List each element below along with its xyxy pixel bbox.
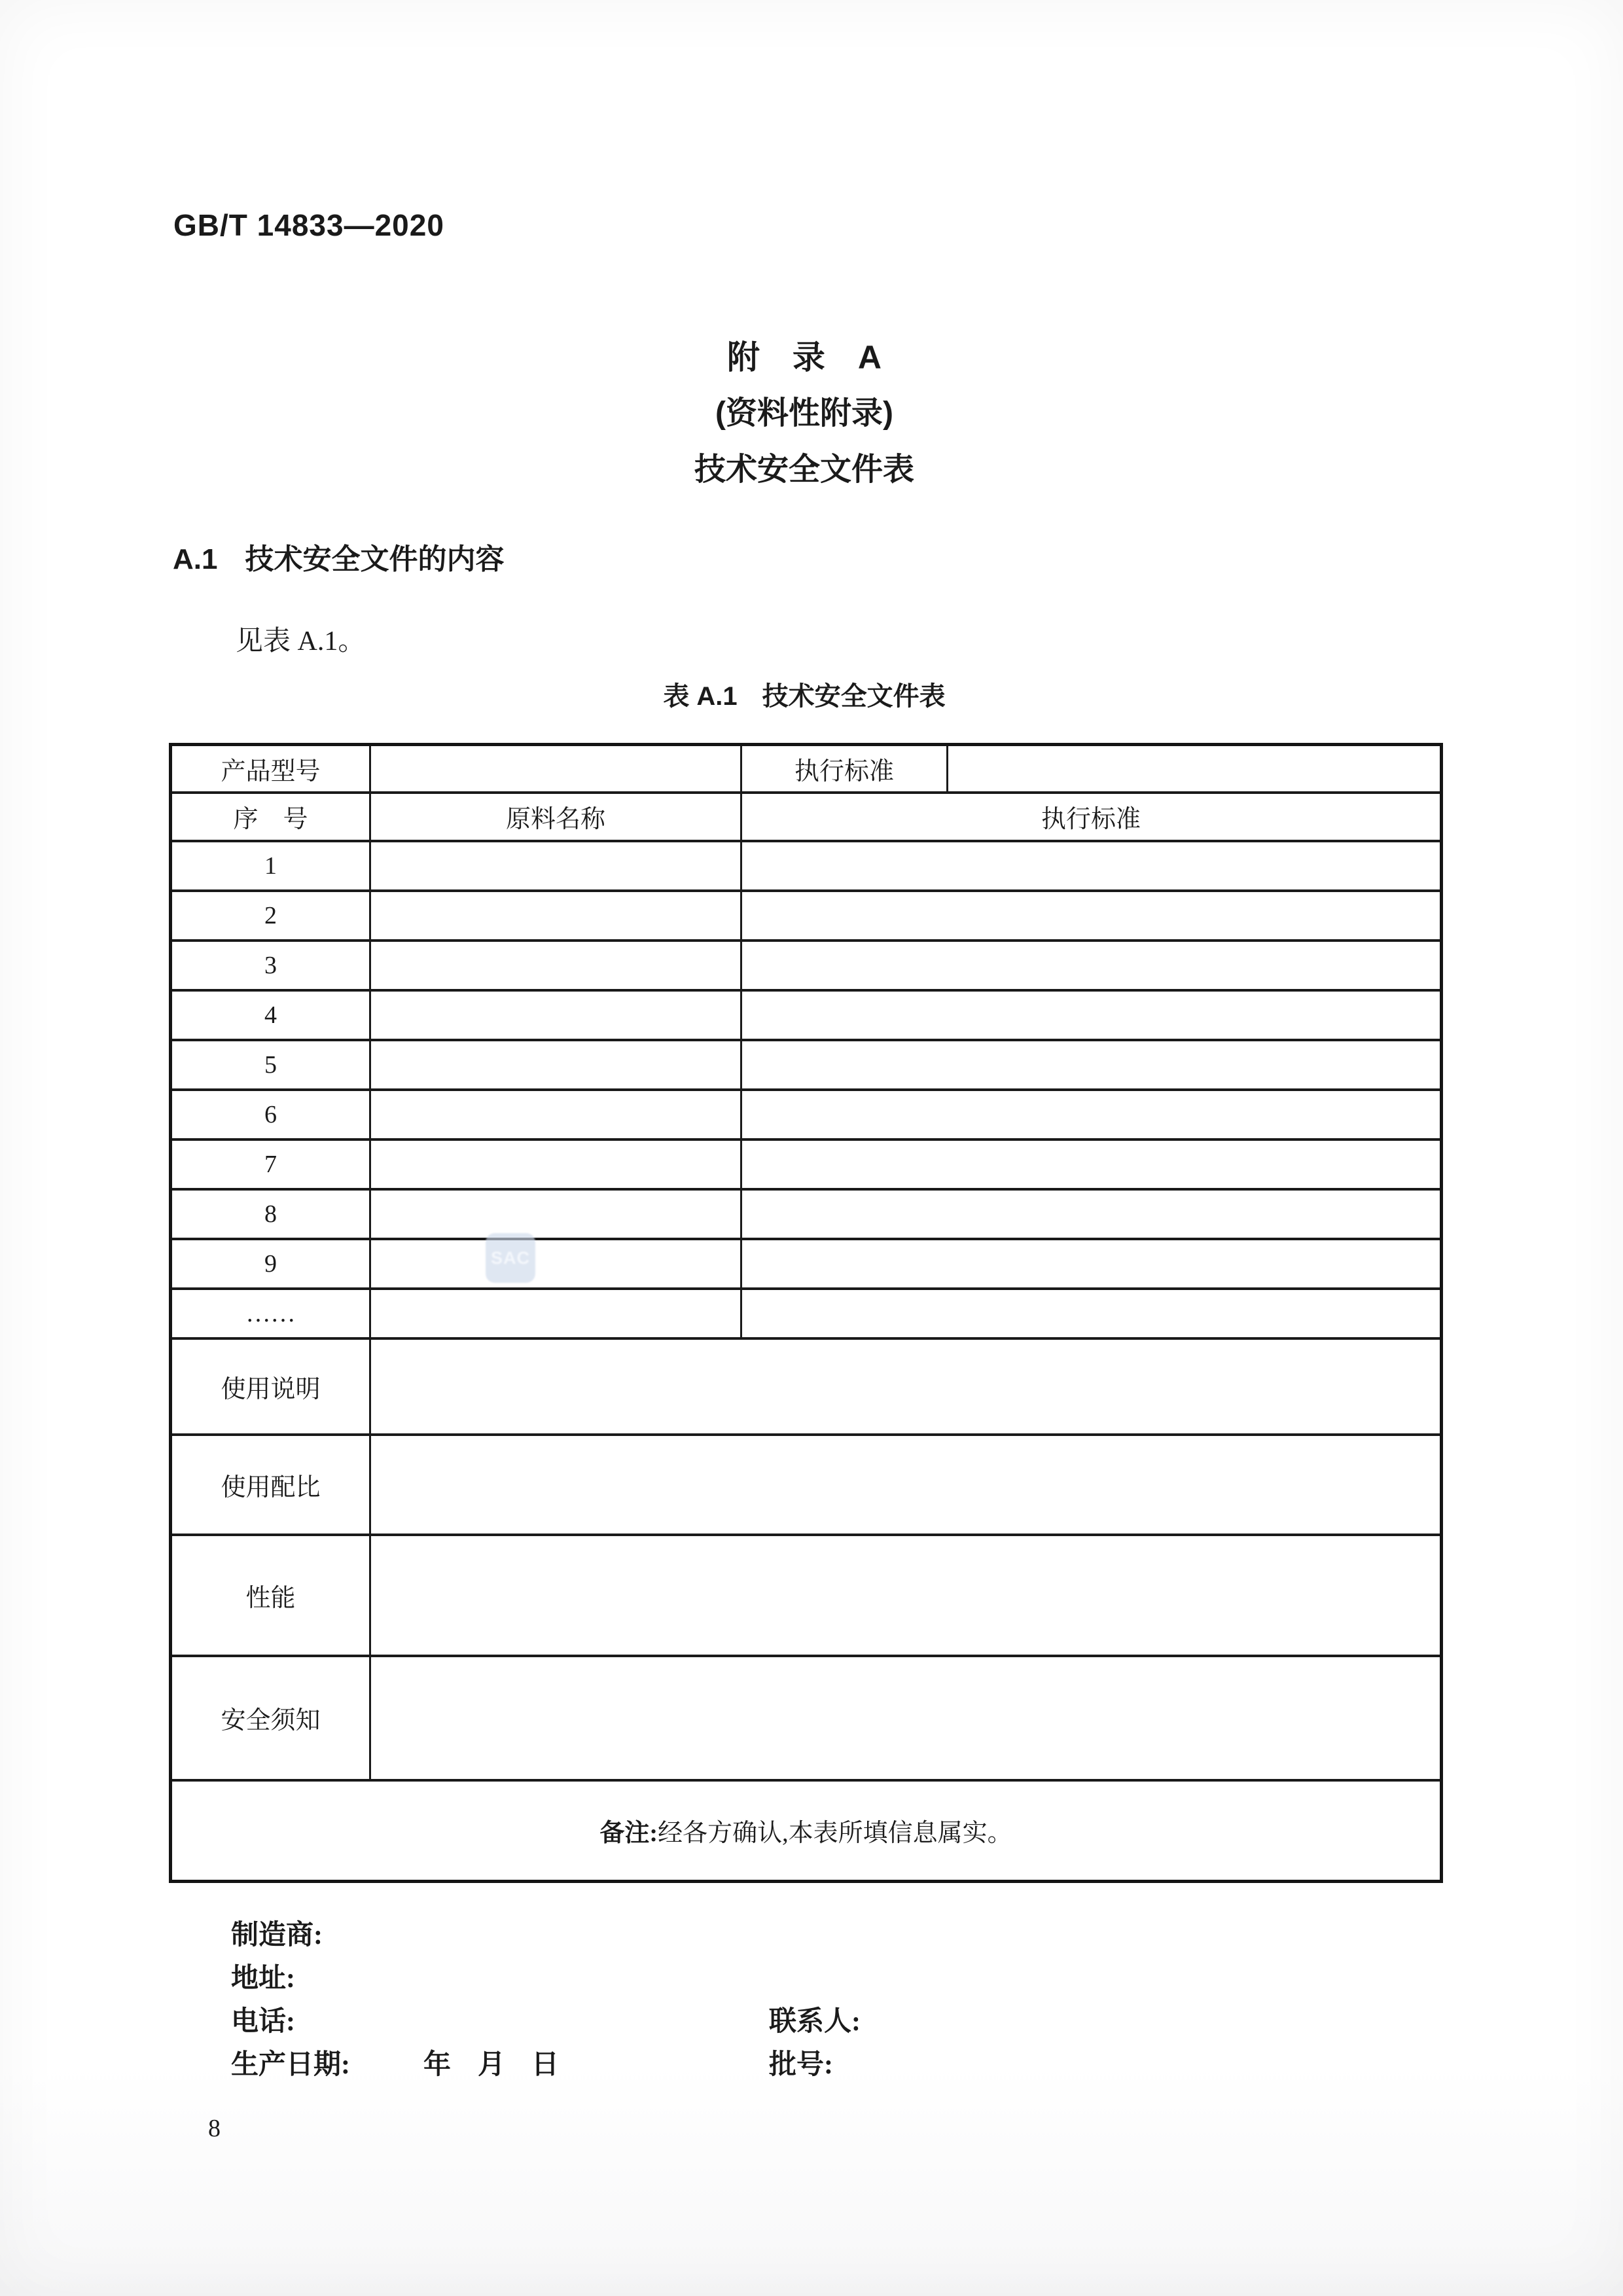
- product-model-value-cell: [370, 745, 741, 793]
- table-row: [171, 1289, 1442, 1338]
- remark-cell: [171, 1780, 1442, 1882]
- table-row: [171, 891, 1442, 941]
- standard-cell: [741, 1090, 1442, 1139]
- appendix-subtitle: (资料性附录): [715, 396, 893, 431]
- info-row-label: 性能: [171, 1535, 370, 1656]
- appendix-table-name: 技术安全文件表: [694, 452, 914, 487]
- table-row: [171, 1090, 1442, 1139]
- table-row: [171, 1239, 1442, 1289]
- standard-cell: [741, 1289, 1442, 1338]
- phone-label: 电话:: [231, 2007, 295, 2037]
- standard-cell: [741, 1040, 1442, 1090]
- contact-label: 联系人:: [769, 2007, 861, 2037]
- row-no: 9: [171, 1239, 370, 1289]
- standard-cell: [741, 1189, 1442, 1239]
- row-no: 8: [171, 1189, 370, 1239]
- standard-cell: [741, 1139, 1442, 1189]
- remark-text: 经各方确认,本表所填信息属实。: [658, 1820, 1012, 1848]
- col-header-no: 序 号: [171, 793, 370, 841]
- table-row: [171, 745, 1442, 793]
- appendix-title: 附 录 A: [726, 339, 882, 376]
- info-row-label: 安全须知: [171, 1656, 370, 1780]
- standard-cell: [741, 1239, 1442, 1289]
- material-cell: [370, 1239, 741, 1289]
- remark-label: 备注:: [599, 1820, 658, 1848]
- material-cell: [370, 1189, 741, 1239]
- table-caption-number: 表 A.1: [663, 682, 738, 711]
- table-row: [171, 1338, 1442, 1435]
- material-cell: [370, 990, 741, 1040]
- table-row: [171, 1189, 1442, 1239]
- row-no: 4: [171, 990, 370, 1040]
- material-cell: [370, 1040, 741, 1090]
- standard-cell: [741, 841, 1442, 891]
- info-row-value-cell: [370, 1656, 1442, 1780]
- sac-watermark-logo: [486, 1233, 535, 1283]
- day-label: 日: [531, 2050, 560, 2080]
- row-no: 5: [171, 1040, 370, 1090]
- material-cell: [370, 841, 741, 891]
- month-label: 月: [478, 2050, 506, 2080]
- table-row: [171, 1435, 1442, 1535]
- year-label: 年: [423, 2050, 452, 2080]
- table-row: [171, 841, 1442, 891]
- info-row-value-cell: [370, 1338, 1442, 1435]
- table-row: [171, 990, 1442, 1040]
- batch-label: 批号:: [769, 2050, 833, 2080]
- col-header-standard: 执行标准: [741, 793, 1442, 841]
- standard-cell: [741, 891, 1442, 941]
- manufacturer-label: 制造商:: [231, 1920, 323, 1950]
- section-intro: 见表 A.1。: [236, 626, 366, 656]
- standard-cell: [741, 990, 1442, 1040]
- table-caption: [169, 675, 1440, 713]
- section-heading: [173, 535, 504, 577]
- table-row: [171, 1535, 1442, 1656]
- page-number: 8: [208, 2115, 221, 2142]
- address-label: 地址:: [231, 1964, 295, 1994]
- row-no: 7: [171, 1139, 370, 1189]
- info-row-label: 使用配比: [171, 1435, 370, 1535]
- section-title: 技术安全文件的内容: [245, 543, 505, 575]
- material-cell: [370, 941, 741, 990]
- material-cell: [370, 1090, 741, 1139]
- exec-standard-value-cell: [948, 745, 1442, 793]
- row-no: 2: [171, 891, 370, 941]
- standard-code: GB/T 14833—2020: [173, 208, 444, 242]
- col-header-material: 原料名称: [370, 793, 741, 841]
- sac-watermark-text: SAC: [490, 1247, 530, 1268]
- table-remark-row: [171, 1780, 1442, 1882]
- safety-document-table: [169, 743, 1443, 1883]
- table-row: [171, 1040, 1442, 1090]
- material-cell: [370, 1139, 741, 1189]
- product-model-label: 产品型号: [171, 745, 370, 793]
- table-row: [171, 1656, 1442, 1780]
- material-cell: [370, 1289, 741, 1338]
- info-row-label: 使用说明: [171, 1338, 370, 1435]
- info-row-value-cell: [370, 1435, 1442, 1535]
- table-caption-title: 技术安全文件表: [762, 682, 946, 711]
- row-no: 6: [171, 1090, 370, 1139]
- table-header-row: [171, 793, 1442, 841]
- row-no: 1: [171, 841, 370, 891]
- standard-cell: [741, 941, 1442, 990]
- info-row-value-cell: [370, 1535, 1442, 1656]
- row-no: ……: [171, 1289, 370, 1338]
- production-date-label: 生产日期:: [231, 2050, 350, 2080]
- material-cell: [370, 891, 741, 941]
- table-row: [171, 941, 1442, 990]
- exec-standard-label: 执行标准: [741, 745, 948, 793]
- section-number: A.1: [173, 543, 218, 575]
- table-row: [171, 1139, 1442, 1189]
- row-no: 3: [171, 941, 370, 990]
